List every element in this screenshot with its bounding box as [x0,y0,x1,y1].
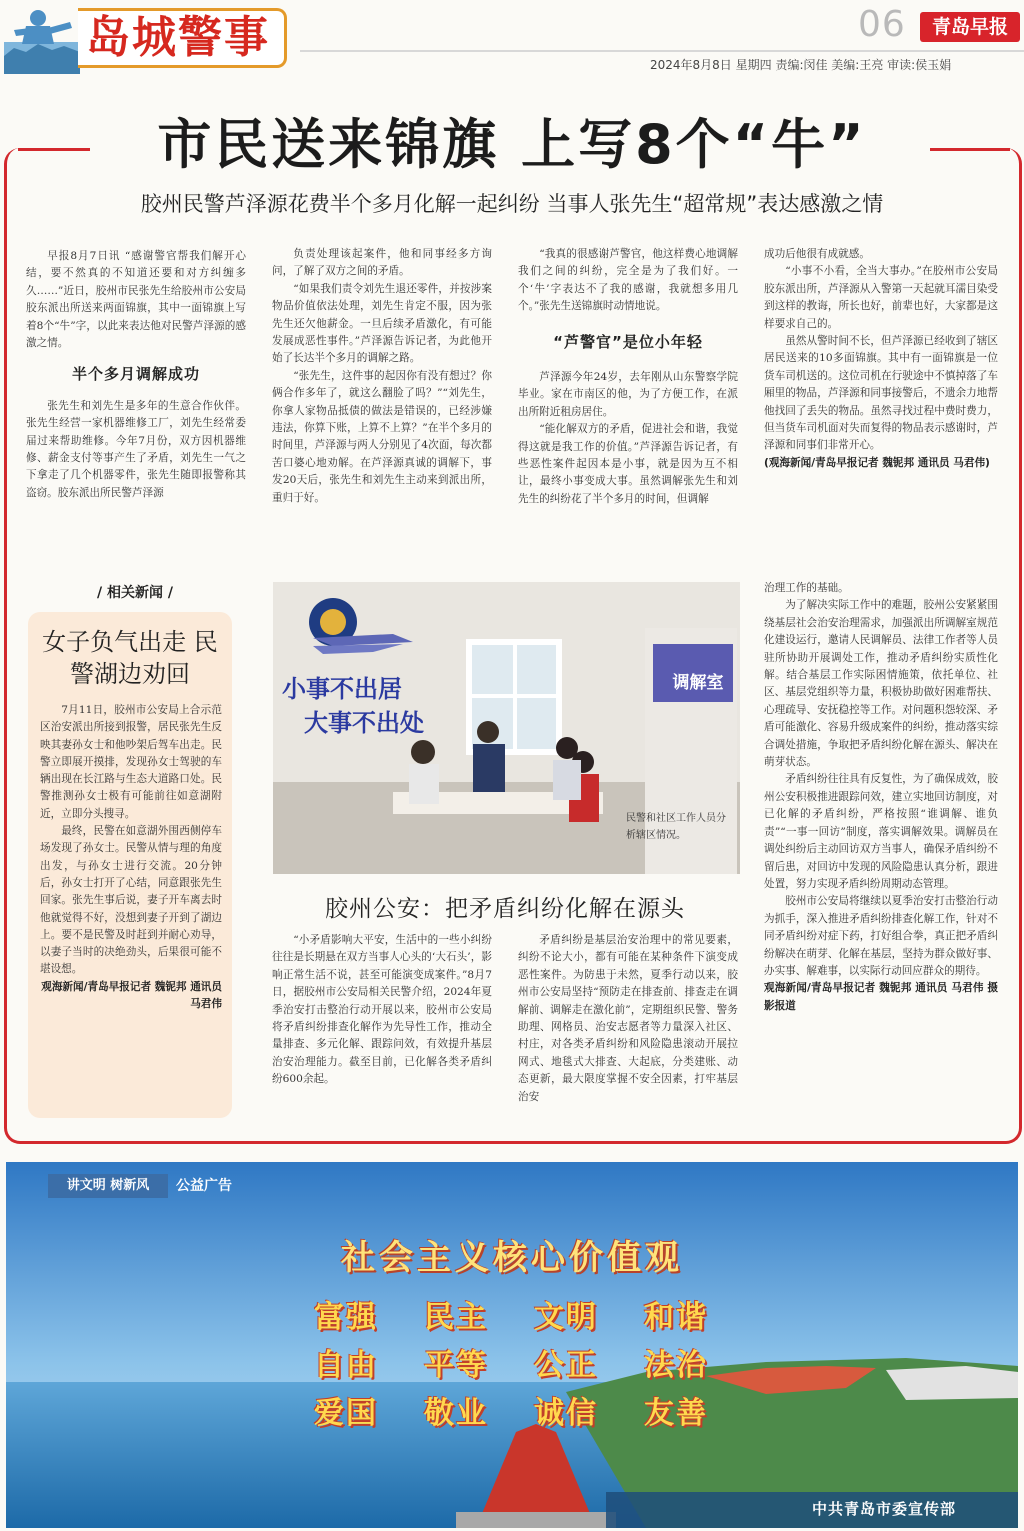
article-column-3 [518,246,738,508]
core-value: 文明 [534,1300,598,1335]
headline: 市民送来锦旗 上写8个“牛” [157,113,867,176]
related-news-title: 女子负气出走 民警湖边劝回 [42,628,218,688]
ad-sponsor: 中共青岛市委宣传部 [812,1500,957,1518]
paragraph: 虽然从警时间不长，但芦泽源已经收到了辖区居民送来的10多面锦旗。其中有一面锦旗是一位货车司机送的。这位司机在行驶途中不慎掉落了车厢里的物品，芦泽源和同事接警后，不遗余力地帮他找回了丢失的物品。虽然寻找过程中费时费力，但当货车司机面对失而复得的物品表示感谢时，芦泽源和同事们非常开心。 [764,335,998,452]
paragraph: 治理工作的基础。 [764,582,849,594]
related-news-body [40,702,222,1013]
core-value: 敬业 [424,1396,488,1431]
paragraph: 早报8月7日讯 “感谢警官帮我们解开心结，要不然真的不知道还要和对方纠缠多久……”近日，胶州市民张先生给胶州市公安局胶东派出所送来两面锦旗，其中一面锦旗上写着8个“牛”字，以此来表达他对民警芦泽源的感激之情。 [26,250,246,350]
paragraph: 负责处理该起案件，他和同事经多方询问，了解了双方之间的矛盾。 [272,248,492,278]
paragraph: 胶州市公安局将继续以夏季治安打击整治行动为抓手，深入推进矛盾纠纷排查化解工作，针对不同矛盾纠纷对症下药，打好组合拳，真正把矛盾纠纷解决在萌芽、化解在基层，坚持为群众做好事、办实事、解难事，以实际行动回应群众的期待。 [764,895,998,977]
paragraph: “如果我们责令刘先生退还零件，并按涉案物品价值依法处理，刘先生肯定不服，因为张先生还欠他薪金。一旦后续矛盾激化，有可能发展成恶性事件。”芦泽源告诉记者，为此他开始了长达半个多月的调解之路。 [272,282,492,365]
byline: (观海新闻/青岛早报记者 魏铌邦 通讯员 马君伟) [764,456,990,469]
core-value: 富强 [314,1300,378,1335]
newspaper-brand: 青岛早报 [920,12,1020,42]
paragraph: “小事不小看，全当大事办。”在胶州市公安局胶东派出所，芦泽源从入警第一天起就耳濡目染受到这样的教诲，所长也好，前辈也好，大家都是这样要求自己的。 [764,265,998,330]
story2-column-1 [272,932,492,1089]
police-statue-logo [4,4,80,74]
byline: 观海新闻/青岛早报记者 魏铌邦 通讯员 马君伟 摄影报道 [764,982,998,1012]
paragraph: 芦泽源今年24岁，去年刚从山东警察学院毕业。家在市南区的他，为了方便工作，在派出所附近租房居住。 [518,371,738,418]
article-column-4 [764,246,998,472]
page-number: 06 [858,4,906,45]
core-value: 民主 [424,1300,488,1335]
photo-caption: 民警和社区工作人员分析辖区情况。 [626,813,726,841]
related-news-label: / 相关新闻 / [97,585,173,601]
paragraph: “我真的很感谢芦警官，他这样费心地调解我们之间的纠纷，完全是为了我们好。一个‘牛’字表达不了我的感谢，我就想多用几个。”张先生送锦旗时动情地说。 [518,248,738,313]
ad-title: 社会主义核心价值观 [341,1238,683,1278]
story2-column-3 [764,580,998,1015]
paragraph: 成功后他很有成就感。 [764,248,870,260]
subheadline: 胶州民警芦泽源花费半个多月化解一起纠纷 当事人张先生“超常规”表达感激之情 [140,192,884,216]
core-value: 爱国 [314,1396,378,1431]
photo-slogan [282,672,424,740]
paragraph: 最终，民警在如意湖外围西侧停车场发现了孙女士。民警从情与理的角度出发，与孙女士进行交流。20分钟后，孙女士打开了心结，同意跟张先生回家。张先生事后说，妻子开车离去时他就觉得不好，没想到妻子开到了湖边上。要不是民警及时赶到并耐心劝导，以妻子当时的决绝劲头，后果很可能不堪设想。 [40,825,222,976]
dateline: 2024年8月8日 星期四 责编:闵佳 美编:王亮 审读:侯玉娟 [650,58,952,72]
paragraph: 矛盾纠纷往往具有反复性，为了确保成效，胶州公安积极推进跟踪问效，建立实地回访制度，对已化解的矛盾纠纷，严格按照“谁调解、谁负责”“一事一回访”制度，落实调解效果。调解员在调处纠纷后主动回访双方当事人，确保矛盾纠纷不留后患，对回访中发现的风险隐患认真分析，跟进处置，努力实现矛盾纠纷周期动态管理。 [764,773,998,890]
paragraph: “能化解双方的矛盾，促进社会和谐，我觉得这就是我工作的价值。”芦泽源告诉记者，有些恶性案件起因本是小事，就是因为互不相让，最终小事变成大事。虽然调解张先生和刘先生的纠纷花了半个多月的时间，但调解 [518,423,738,505]
paragraph: 矛盾纠纷是基层治安治理中的常见要素，纠纷不论大小，都有可能在某种条件下演变成恶性案件。为防患于未然，夏季行动以来，胶州市公安局坚持“预防走在排查前、排查走在调解前、调解走在激化前”，定期组织民警、警务助理、网格员、治安志愿者等力量深入社区、村庄，对各类矛盾纠纷和风险隐患滚动开展拉网式、地毯式大排查、大起底，分类建账、动态更新，最大限度掌握不安全因素，打牢基层治安 [518,934,738,1103]
ad-tag-label: 公益广告 [176,1178,232,1194]
story2-column-2 [518,932,738,1106]
core-value: 诚信 [534,1396,598,1431]
byline: 观海新闻/青岛早报记者 魏铌邦 通讯员 马君伟 [41,980,222,1011]
article-column-2 [272,246,492,507]
section-subhead: “芦警官”是位小年轻 [553,332,703,351]
paragraph: “小矛盾影响大平安，生活中的一些小纠纷往往是长期悬在双方当事人心头的‘大石头’，影响正常生活不说，甚至可能演变成案件。”8月7日，据胶州市公安局相关民警介绍，2024年夏季治安打击整治行动开展以来，胶州市公安局将矛盾纠纷排查化解作为先导性工作，推动全量排查、多元化解、跟踪问效，有效提升基层治安治理能力。截至目前，已化解各类矛盾纠纷600余起。 [272,934,492,1086]
core-value: 平等 [424,1348,488,1383]
section-subhead: 半个多月调解成功 [71,365,200,384]
paragraph: 为了解决实际工作中的难题，胶州公安紧紧围绕基层社会治安治理需求，加强派出所调解室规范化建设运行，邀请人民调解员、法律工作者等人员驻所协助开展调处工作，推动矛盾纠纷实质性化解。结合基层工作实际困情施策，依托单位、社区、基层党组织等力量，积极协助做好困难帮扶、心理疏导、安抚稳控等工作。对问题积怨较深、矛盾可能激化、容易升级成案件的纠纷，推动落实综合调处措施，争取把矛盾纠纷化解在源头、解决在萌芽状态。 [764,599,998,769]
core-value: 和谐 [644,1300,708,1335]
slogan-line-2: 大事不出处 [304,709,424,737]
core-value: 公正 [534,1348,598,1383]
paragraph: 张先生和刘先生是多年的生意合作伙伴。张先生经营一家机器维修工厂，刘先生经常委届过来帮助维修。今年7月份，双方因机器维修、薪金支付等事产生了矛盾，刘先生一气之下拿走了几个机器零件，张先生随即报警称其盗窃。胶东派出所民警芦泽源 [26,399,246,499]
story2-title: 胶州公安：把矛盾纠纷化解在源头 [325,896,685,922]
paragraph: 7月11日，胶州市公安局上合示范区治安派出所接到报警，居民张先生反映其妻孙女士和他吵架后驾车出走。民警立即展开摸排，发现孙女士驾驶的车辆出现在长江路与生态大道路口处。民警推测孙女士极有可能前往如意湖附近，立即分头搜寻。 [40,704,222,820]
paragraph: “张先生，这件事的起因你有没有想过？你俩合作多年了，就这么翻脸了吗？”“刘先生，你拿人家物品抵债的做法是错误的，已经涉嫌违法，你算下账，上算不上算？”在半个多月的时间里，芦泽源与两人分别见了4次面，每次都苦口婆心地劝解。在芦泽源真诚的调解下，事发20天后，张先生和刘先生主动来到派出所，重归于好。 [272,369,492,504]
core-value: 自由 [314,1348,378,1383]
article-column-1 [26,248,246,502]
core-values-grid [314,1292,734,1432]
ad-tag: 讲文明 树新风 [48,1174,168,1198]
section-title: 岛城警事 [78,8,287,68]
core-value: 法治 [644,1348,708,1383]
door-sign: 调解室 [672,673,724,693]
core-value: 友善 [644,1396,708,1431]
masthead-rule [300,50,1024,52]
slogan-line-1: 小事不出居 [282,675,402,703]
